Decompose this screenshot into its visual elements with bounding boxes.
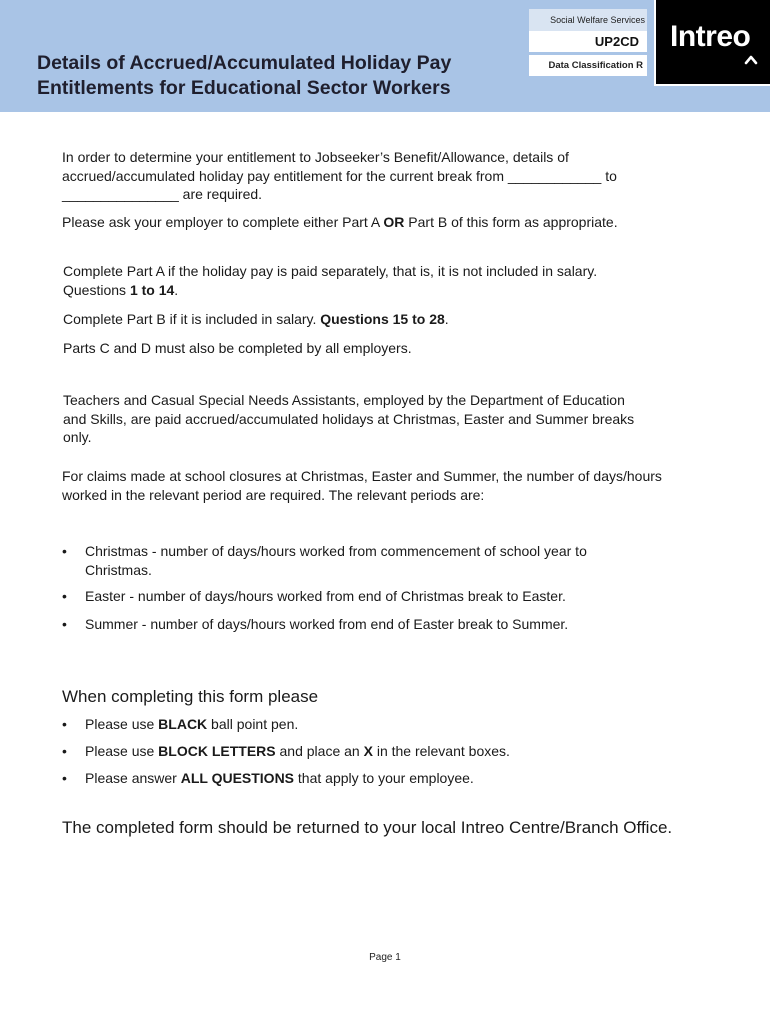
intro-line: _______________ are required. — [62, 186, 263, 202]
ask-employer-text — [62, 213, 618, 232]
parts-cd-instruction: Parts C and D must also be completed by all employers. — [63, 340, 412, 356]
part-a-questions-prefix: Questions — [63, 281, 130, 298]
teachers-paragraph — [63, 391, 634, 447]
instruction-text: Please use — [85, 743, 159, 759]
instruction-bold: BLACK — [158, 716, 208, 732]
department-label: Social Welfare Services — [529, 9, 647, 31]
instruction-text: Please use — [85, 716, 159, 732]
teachers-line: Teachers and Casual Special Needs Assistants, employed by the Department of Education — [63, 392, 625, 408]
instruction-text: in the relevant boxes. — [372, 743, 510, 759]
bullet-icon: • — [62, 716, 67, 732]
ask-or: OR — [383, 214, 405, 230]
period-summer: Summer - number of days/hours worked from end of Easter break to Summer. — [85, 616, 569, 632]
teachers-line: only. — [63, 429, 92, 445]
bullet-icon: • — [62, 770, 67, 786]
return-note: The completed form should be returned to your local Intreo Centre/Branch Office. — [62, 818, 673, 837]
instruction-bold: X — [363, 743, 373, 759]
period-easter: Easter - number of days/hours worked from end of Christmas break to Easter. — [85, 588, 566, 604]
instruction-text: Please answer — [85, 770, 181, 786]
part-a-questions-suffix: . — [174, 281, 179, 298]
part-b-suffix: . — [444, 311, 449, 327]
instruction-bold: BLOCK LETTERS — [158, 743, 276, 759]
claims-line: worked in the relevant period are required. The relevant periods are: — [62, 486, 485, 503]
title-line-1: Details of Accrued/Accumulated Holiday Pay — [37, 52, 452, 74]
instruction-text: ball point pen. — [207, 716, 299, 732]
intro-line: accrued/accumulated holiday pay entitlement for the current break from ____________ to — [62, 167, 617, 184]
part-b-questions: Questions 15 to 28 — [320, 311, 445, 327]
logo-text: Intreo — [670, 20, 751, 53]
part-a-instruction — [63, 262, 597, 299]
instruction-text: that apply to your employee. — [294, 770, 474, 786]
form-code: UP2CD — [529, 31, 647, 52]
period-christmas: Christmas - number of days/hours worked from commencement of school year to — [85, 543, 587, 559]
claims-line: For claims made at school closures at Christmas, Easter and Summer, the number of days/hours — [62, 468, 662, 484]
intro-paragraph — [62, 148, 617, 204]
instruction-text: and place an — [275, 743, 364, 759]
intreo-logo — [654, 0, 770, 86]
part-a-line — [63, 281, 597, 300]
ask-suffix: Part B of this form as appropriate. — [404, 214, 618, 230]
title-line-2: Entitlements for Educational Sector Workers — [37, 77, 451, 99]
completing-heading: When completing this form please — [62, 687, 319, 706]
part-a-line: Complete Part A if the holiday pay is paid separately, that is, it is not included in salary. — [63, 263, 598, 279]
bullet-icon: • — [62, 743, 67, 759]
bullet-icon: • — [62, 543, 67, 559]
part-b-prefix: Complete Part B if it is included in salary. — [63, 311, 321, 327]
bullet-icon: • — [62, 616, 67, 632]
data-classification-label: Data Classification R — [529, 55, 647, 76]
page-title — [37, 51, 537, 101]
intro-line: In order to determine your entitlement to Jobseeker’s Benefit/Allowance, details of — [62, 149, 569, 165]
bullet-icon: • — [62, 588, 67, 604]
period-christmas-cont: Christmas. — [85, 561, 152, 578]
ask-prefix: Please ask your employer to complete either Part A — [62, 214, 384, 230]
instruction-bold: ALL QUESTIONS — [180, 770, 295, 786]
part-a-questions: 1 to 14 — [129, 281, 175, 298]
logo-chevron-icon — [744, 52, 758, 66]
claims-paragraph — [62, 467, 662, 504]
page-number: Page 1 — [369, 952, 401, 963]
part-b-instruction — [63, 310, 449, 329]
teachers-line: and Skills, are paid accrued/accumulated holidays at Christmas, Easter and Summer breaks — [63, 410, 635, 427]
